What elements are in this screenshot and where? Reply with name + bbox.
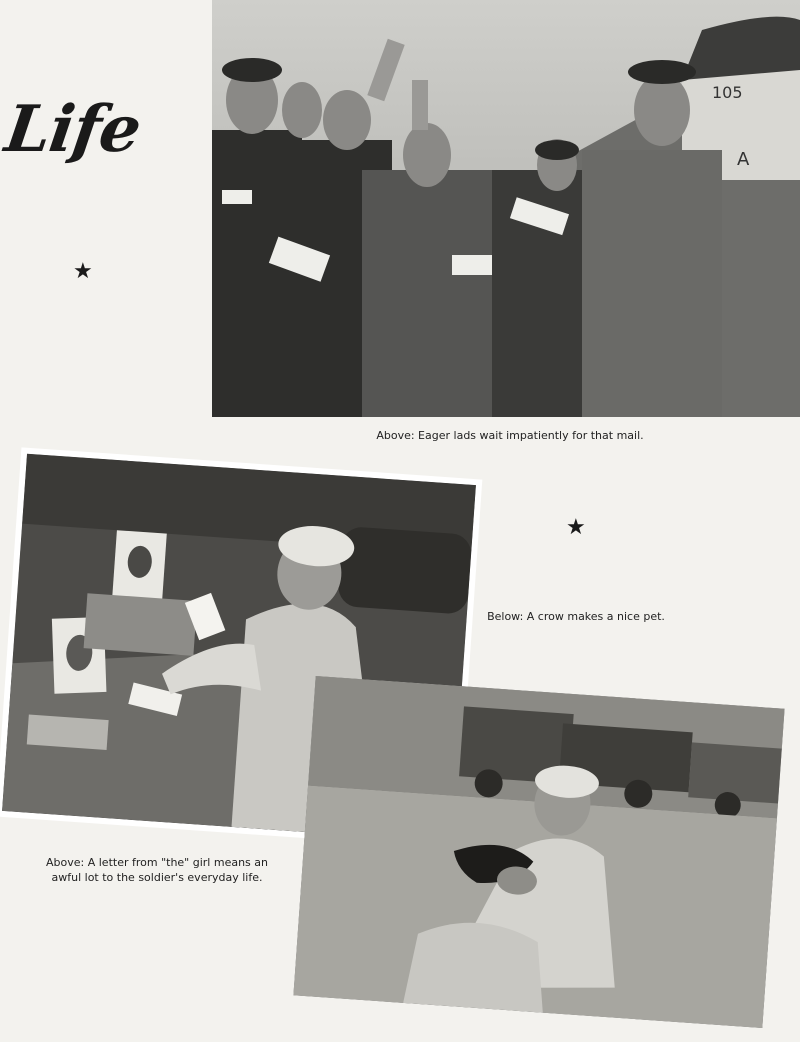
top-photo-caption: Above: Eager lads wait impatiently for that mail. [376,429,644,442]
letter-photo-caption: Above: A letter from "the" girl means an awful lot to the soldier's everyday life. [46,856,268,884]
crow-photo-caption: Below: A crow makes a nice pet. [487,610,665,623]
truck-marking: A [737,149,750,170]
star-ornament-icon: ★ [73,259,93,284]
truck-marking: 105 [712,83,743,102]
mail-call-photo [212,0,800,417]
crow-pet-photo [293,676,784,1028]
page-title: Life [0,92,145,167]
star-ornament-icon: ★ [566,515,586,540]
